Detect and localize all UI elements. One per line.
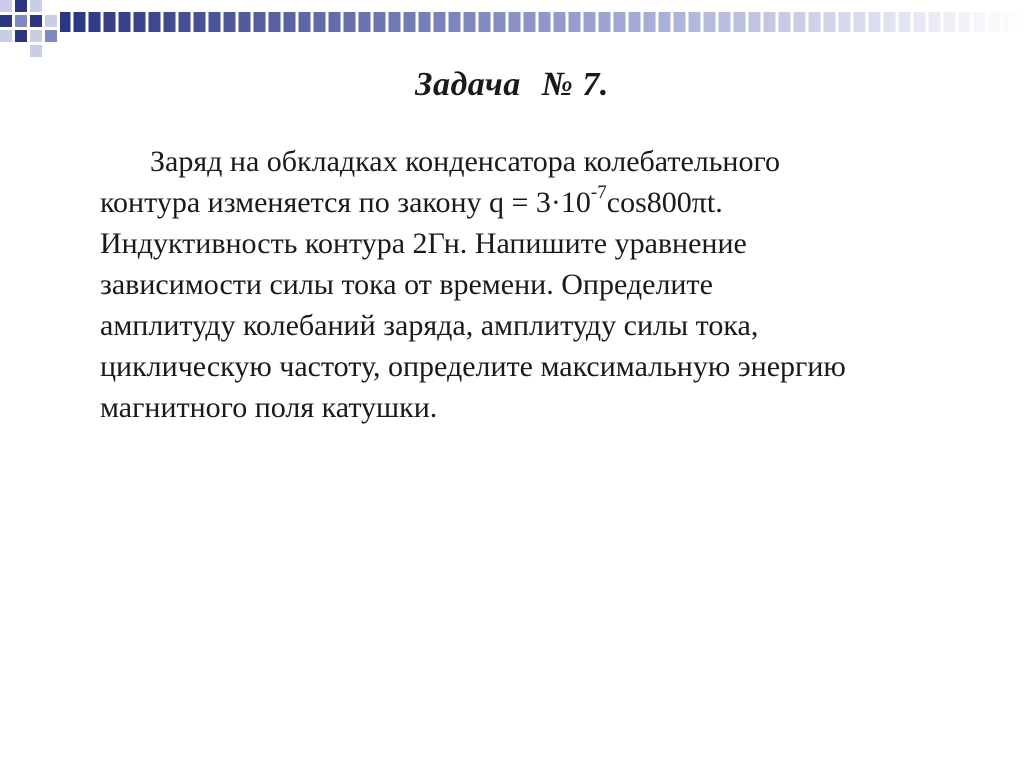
title-number-sign: № xyxy=(541,66,574,103)
problem-line-6: циклическую частоту, определите максимальную энергию xyxy=(100,350,846,383)
problem-line-5: амплитуду колебаний заряда, амплитуду силы тока, xyxy=(100,309,759,342)
problem-line-7: магнитного поля катушки. xyxy=(100,391,438,424)
title-word: Задача xyxy=(415,66,521,103)
formula-prefix: контура изменяется по закону q = 3·10 xyxy=(100,186,591,219)
header-gradient-bar xyxy=(60,12,1024,32)
header-decoration xyxy=(0,0,1024,70)
problem-line-4: зависимости силы тока от времени. Определите xyxy=(100,268,713,301)
formula-exponent: -7 xyxy=(590,182,607,203)
problem-text xyxy=(100,141,970,428)
slide-title xyxy=(0,66,1024,104)
square-pattern-icon xyxy=(0,0,57,57)
problem-line-3: Индуктивность контура 2Гн. Напишите уравнение xyxy=(100,227,747,260)
title-number: 7. xyxy=(582,66,609,103)
problem-line-2 xyxy=(100,182,970,223)
formula-suffix: cos800πt. xyxy=(606,186,723,219)
problem-line-1: Заряд на обкладках конденсатора колебательного xyxy=(150,145,781,178)
